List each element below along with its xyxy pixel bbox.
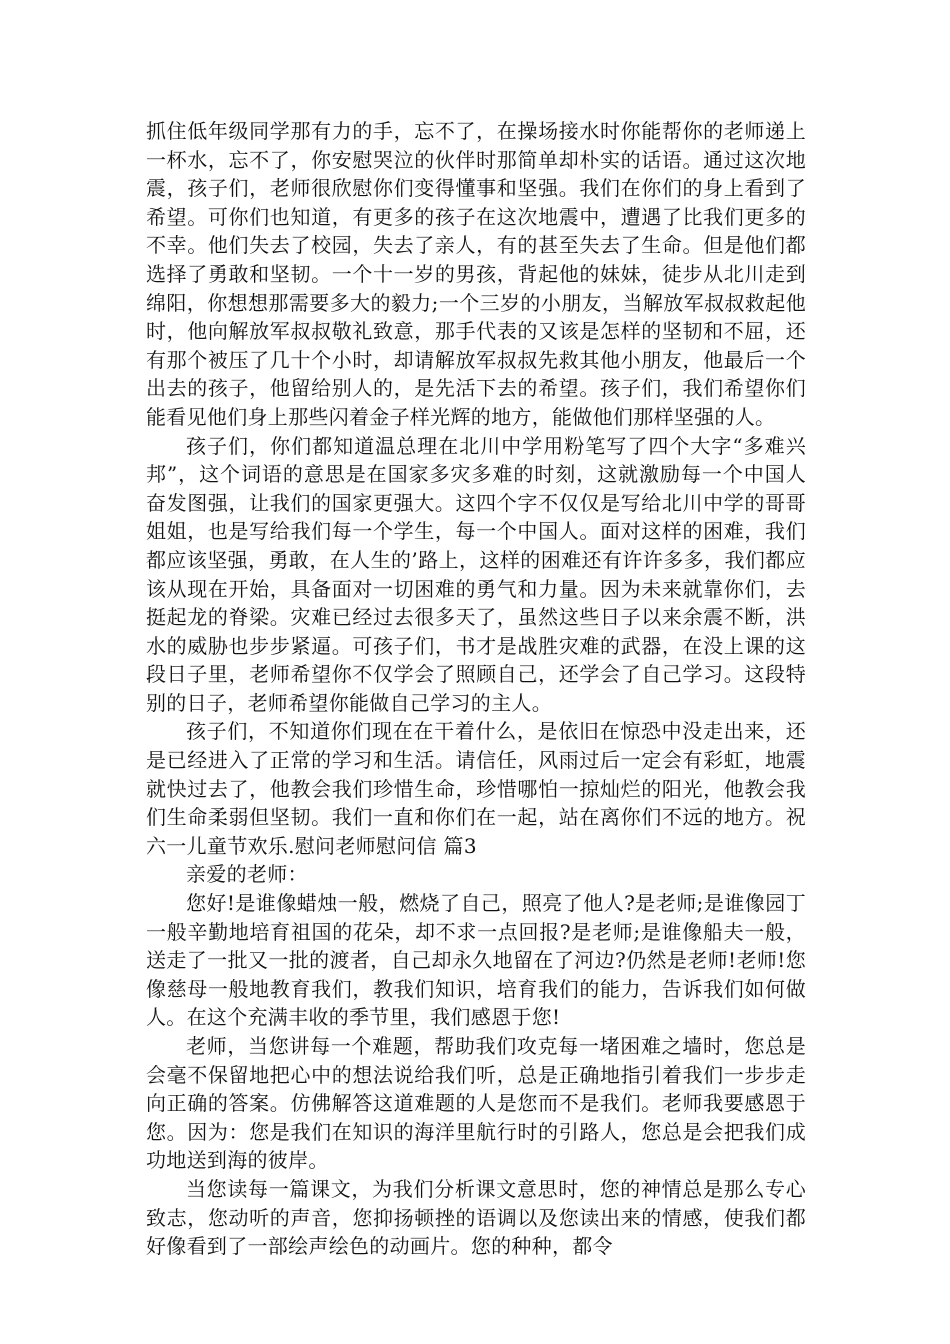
paragraph-5: 您好!是谁像蜡烛一般，燃烧了自己，照亮了他人?是老师;是谁像园丁一般辛勤地培育祖国的花朵，却不求一点回报?是老师;是谁像船夫一般，送走了一批又一批的渡者，自己却永久地留在了河边?仍然是老师!老师!您像慈母一般地教育我们，教我们知识，培育我们的能力，告诉我们如何做人。在这个充满丰收的季节里，我们感恩于您! — [146, 891, 806, 1030]
paragraph-3: 孩子们，不知道你们现在在干着什么，是依旧在惊恐中没走出来，还是已经进入了正常的学习和生活。请信任，风雨过后一定会有彩虹，地震就快过去了，他教会我们珍惜生命，珍惜哪怕一掠灿烂的阳光，他教会我们生命柔弱但坚韧。我们一直和你们在一起，站在离你们不远的地方。祝六一儿童节欢乐.慰问老师慰问信 篇3 — [146, 719, 806, 858]
paragraph-1: 抓住低年级同学那有力的手，忘不了，在操场接水时你能帮你的老师递上一杯水，忘不了，你安慰哭泣的伙伴时那简单却朴实的话语。通过这次地震，孩子们，老师很欣慰你们变得懂事和坚强。我们在你们的身上看到了希望。可你们也知道，有更多的孩子在这次地震中，遭遇了比我们更多的不幸。他们失去了校园，失去了亲人，有的甚至失去了生命。但是他们都选择了勇敢和坚韧。一个十一岁的男孩，背起他的妹妹，徒步从北川走到绵阳，你想想那需要多大的毅力;一个三岁的小朋友，当解放军叔叔救起他时，他向解放军叔叔敬礼致意，那手代表的又该是怎样的坚韧和不屈，还有那个被压了几十个小时，却请解放军叔叔先救其他小朋友，他最后一个出去的孩子，他留给别人的，是先活下去的希望。孩子们，我们希望你们能看见他们身上那些闪着金子样光辉的地方，能做他们那样坚强的人。 — [146, 119, 806, 429]
paragraph-6: 老师，当您讲每一个难题，帮助我们攻克每一堵困难之墙时，您总是会毫不保留地把心中的想法说给我们听，总是正确地指引着我们一步步走向正确的答案。仿佛解答这道难题的人是您而不是我们。老师我要感恩于您。因为：您是我们在知识的海洋里航行时的引路人，您总是会把我们成功地送到海的彼岸。 — [146, 1034, 806, 1173]
document-body — [146, 117, 806, 1261]
paragraph-2: 孩子们，你们都知道温总理在北川中学用粉笔写了四个大字“多难兴邦”，这个词语的意思是在国家多灾多难的时刻，这就激励每一个中国人奋发图强，让我们的国家更强大。这四个字不仅仅是写给北川中学的哥哥姐姐，也是写给我们每一个学生，每一个中国人。面对这样的困难，我们都应该坚强，勇敢，在人生的’路上，这样的困难还有许许多多，我们都应该从现在开始，具备面对一切困难的勇气和力量。因为未来就靠你们，去挺起龙的脊梁。灾难已经过去很多天了，虽然这些日子以来余震不断，洪水的威胁也步步紧逼。可孩子们，书才是战胜灾难的武器，在没上课的这段日子里，老师希望你不仅学会了照顾自己，还学会了自己学习。这段特别的日子，老师希望你能做自己学习的主人。 — [146, 433, 806, 715]
salutation: 亲爱的老师： — [186, 862, 308, 887]
paragraph-7: 当您读每一篇课文，为我们分析课文意思时，您的神情总是那么专心致志，您动听的声音，您抑扬顿挫的语调以及您读出来的情感，使我们都好像看到了一部绘声绘色的动画片。您的种种，都令 — [146, 1176, 806, 1259]
